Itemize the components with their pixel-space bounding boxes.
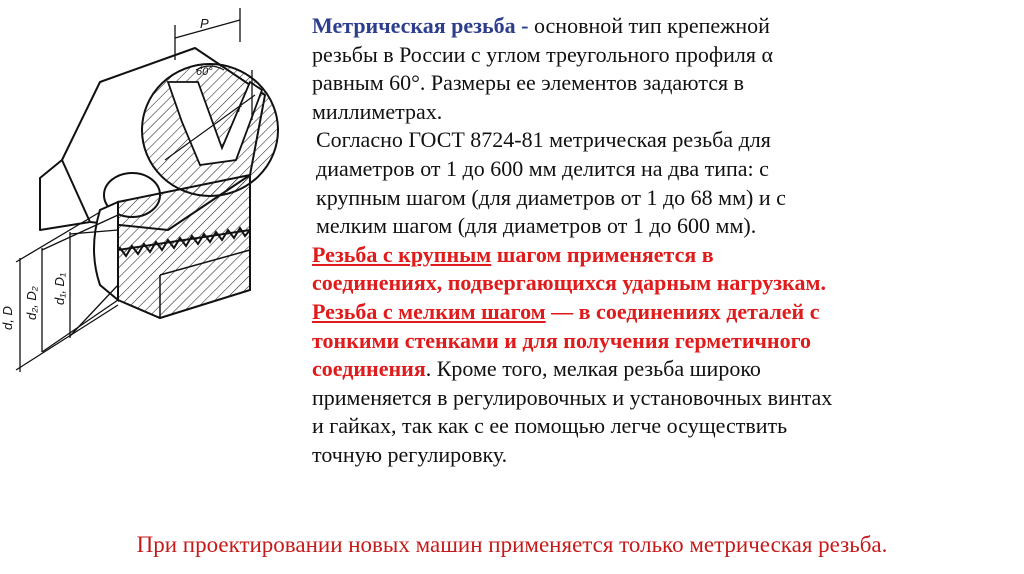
main-text [312,12,1002,470]
paragraph-usage [312,241,1002,470]
angle-label: 60° [196,66,213,78]
fine-pitch-line-2: тонкими стенками и для получения герметичного [312,327,812,353]
paragraph-gost [312,126,1002,240]
definition-line-4: миллиметрах. [312,98,443,124]
gost-line-2: диаметров от 1 до 600 мм делится на два типа: с [316,155,769,181]
outer-diameter-label: d, D [0,306,15,330]
fine-pitch-line-3: соединения [312,356,426,382]
fine-pitch-rest: — в соединениях деталей с [551,298,820,324]
pitch-label: P [200,16,209,31]
coarse-pitch-term: Резьба с крупным [312,241,492,267]
gost-line-1: Согласно ГОСТ 8724-81 метрическая резьба для [316,127,771,153]
paragraph-definition [312,12,1002,126]
metric-thread-diagram [0,0,305,400]
usage-tail-line-3: . Кроме того, мелкая резьба широко [425,356,761,382]
footer-note: При проектировании новых машин применяется только метрическая резьба. [136,532,888,557]
gost-line-3: крупным шагом (для диаметров от 1 до 68 мм) и с [316,184,786,210]
radius-label: r [238,103,242,115]
detail-circle [142,64,278,196]
term-title: Метрическая резьба - [312,13,529,38]
gost-line-4: мелким шагом (для диаметров от 1 до 600 мм). [316,213,757,239]
coarse-pitch-rest: шагом применяется в [496,241,714,267]
definition-line-3: равным 60°. Размеры ее элементов задаются в [312,70,744,96]
usage-tail-line-6: точную регулировку. [312,441,508,467]
definition-line-1: основной тип крепежной [533,13,770,38]
definition-line-2: резьбы в России с углом треугольного профиля α [312,41,774,67]
coarse-pitch-line-2: соединениях, подвергающихся ударным нагрузкам. [312,270,826,296]
fine-pitch-term: Резьба с мелким шагом [312,298,546,324]
usage-tail-line-4: применяется в регулировочных и установочных винтах [312,384,833,410]
inner-diameter-label: d₁, D₁ [52,272,67,305]
usage-tail-line-5: и гайках, так как с ее помощью легче осуществить [312,413,788,439]
pitch-diameter-label: d₂, D₂ [24,286,39,320]
